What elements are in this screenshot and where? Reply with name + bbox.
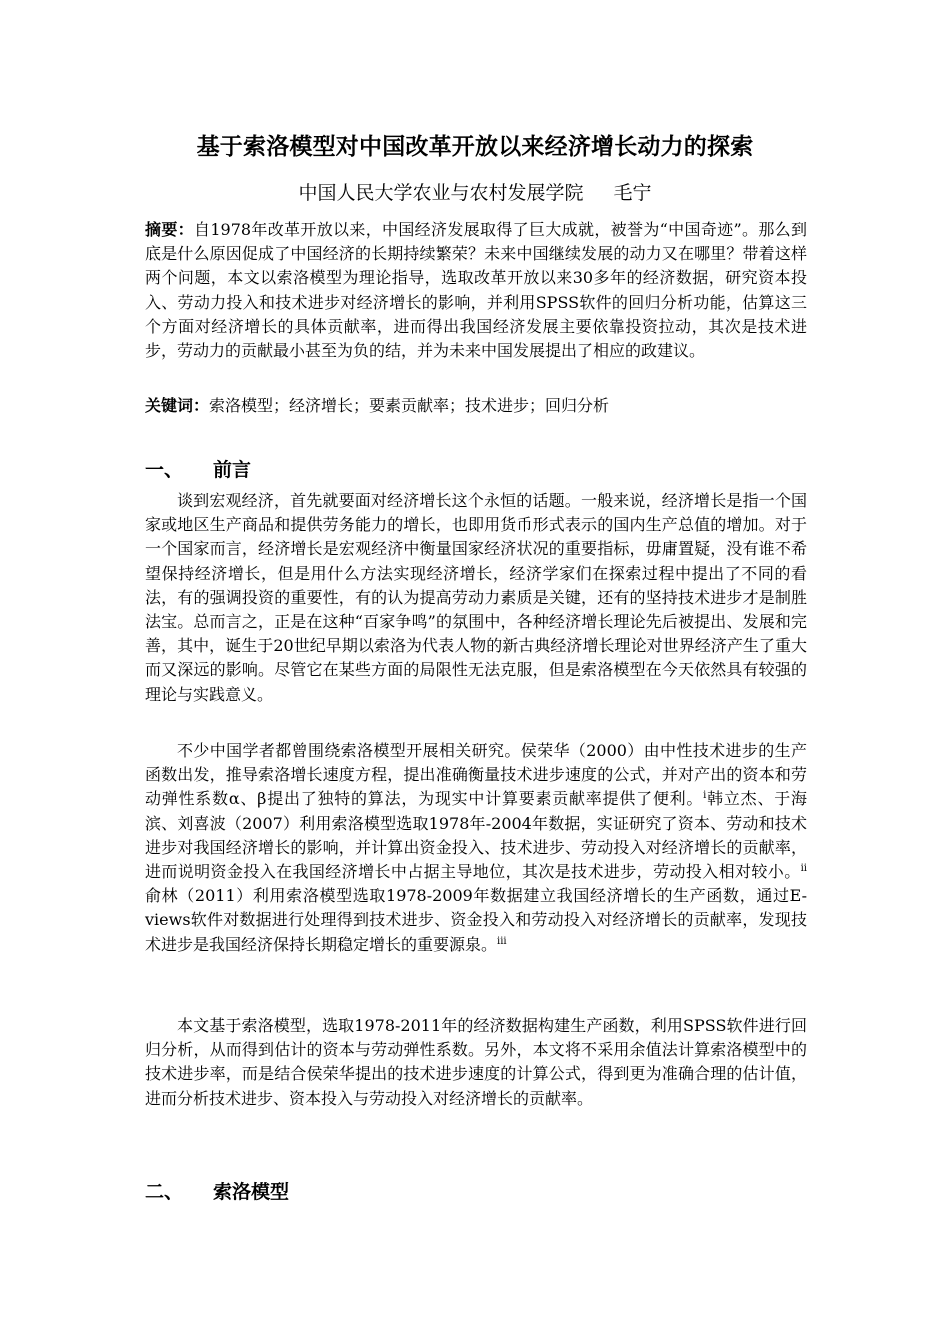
intro-paragraph-3 xyxy=(145,1014,807,1111)
keywords-label: 关键词： xyxy=(145,396,210,415)
paper-title: 基于索洛模型对中国改革开放以来经济增长动力的探索 xyxy=(196,134,754,160)
footnote-marker[interactable]: ii xyxy=(800,863,807,875)
intro-paragraph-2 xyxy=(145,739,807,957)
paragraph-segment: 韩立杰、于海滨、刘喜波（2007）利用索洛模型选取1978年-2004年数据，实证研究了资本、劳动和技术进步对我国经济增长的影响，并计算出资金投入、技术进步、劳动投入对经济增长的贡献率，进而说明资金投入在我国经济增长中占据主导地位，其次是技术进步，劳动投入相对较小。 xyxy=(145,789,807,882)
section-title: 索洛模型 xyxy=(213,1181,290,1203)
keywords-text: 索洛模型；经济增长；要素贡献率；技术进步；回归分析 xyxy=(209,396,610,415)
footnote-marker[interactable]: iii xyxy=(497,935,507,947)
keywords xyxy=(145,394,807,418)
footnote-marker[interactable]: i xyxy=(703,790,707,802)
section-title: 前言 xyxy=(213,459,252,481)
author-name: 毛宁 xyxy=(613,182,652,204)
paragraph-segment: 不少中国学者都曾围绕索洛模型开展相关研究。侯荣华（2000）由中性技术进步的生产函数出发，推导索洛增长速度方程，提出准确衡量技术进步速度的公式，并对产出的资本和劳动弹性系数α、β提出了独特的算法，为现实中计算要素贡献率提供了便利。 xyxy=(145,741,807,809)
intro-paragraph-1 xyxy=(145,489,807,707)
section-number: 一、 xyxy=(145,459,184,481)
paragraph-text: 本文基于索洛模型，选取1978-2011年的经济数据构建生产函数，利用SPSS软件进行回归分析，从而得到估计的资本与劳动弹性系数。另外，本文将不采用余值法计算索洛模型中的技术进步率，而是结合侯荣华提出的技术进步速度的计算公式，得到更为准确合理的估计值，进而分析技术进步、资本投入与劳动投入对经济增长的贡献率。 xyxy=(145,1016,807,1108)
author-affiliation: 中国人民大学农业与农村发展学院 xyxy=(298,182,584,204)
abstract xyxy=(145,218,807,363)
author-line xyxy=(145,178,805,205)
section-heading-solow-model xyxy=(145,1177,289,1204)
paragraph-text: 谈到宏观经济，首先就要面对经济增长这个永恒的话题。一般来说，经济增长是指一个国家或地区生产商品和提供劳务能力的增长，也即用货币形式表示的国内生产总值的增加。对于一个国家而言，经济增长是宏观经济中衡量国家经济状况的重要指标，毋庸置疑，没有谁不希望保持经济增长，但是用什么方法实现经济增长，经济学家们在探索过程中提出了不同的看法，有的强调投资的重要性，有的认为提高劳动力素质是关键，还有的坚持技术进步才是制胜法宝。总而言之，正是在这种“百家争鸣”的氛围中，各种经济增长理论先后被提出、发展和完善，其中，诞生于20世纪早期以索洛为代表人物的新古典经济增长理论对世界经济产生了重大而又深远的影响。尽管它在某些方面的局限性无法克服，但是索洛模型在今天依然具有较强的理论与实践意义。 xyxy=(145,491,807,704)
abstract-text: 自1978年改革开放以来，中国经济发展取得了巨大成就，被誉为“中国奇迹”。那么到底是什么原因促成了中国经济的长期持续繁荣？未来中国继续发展的动力又在哪里？带着这样两个问题，本文以索洛模型为理论指导，选取改革开放以来30多年的经济数据，研究资本投入、劳动力投入和技术进步对经济增长的影响，并利用SPSS软件的回归分析功能，估算这三个方面对经济增长的具体贡献率，进而得出我国经济发展主要依靠投资拉动，其次是技术进步，劳动力的贡献最小甚至为负的结，并为未来中国发展提出了相应的政建议。 xyxy=(145,220,807,361)
paragraph-text xyxy=(145,739,807,957)
section-heading-intro xyxy=(145,455,251,482)
abstract-label: 摘要： xyxy=(145,220,194,239)
section-number: 二、 xyxy=(145,1181,184,1203)
paragraph-segment: 俞林（2011）利用索洛模型选取1978-2009年数据建立我国经济增长的生产函数，通过E-views软件对数据进行处理得到技术进步、资金投入和劳动投入对经济增长的贡献率，发现技术进步是我国经济保持长期稳定增长的重要源泉。 xyxy=(145,886,807,954)
